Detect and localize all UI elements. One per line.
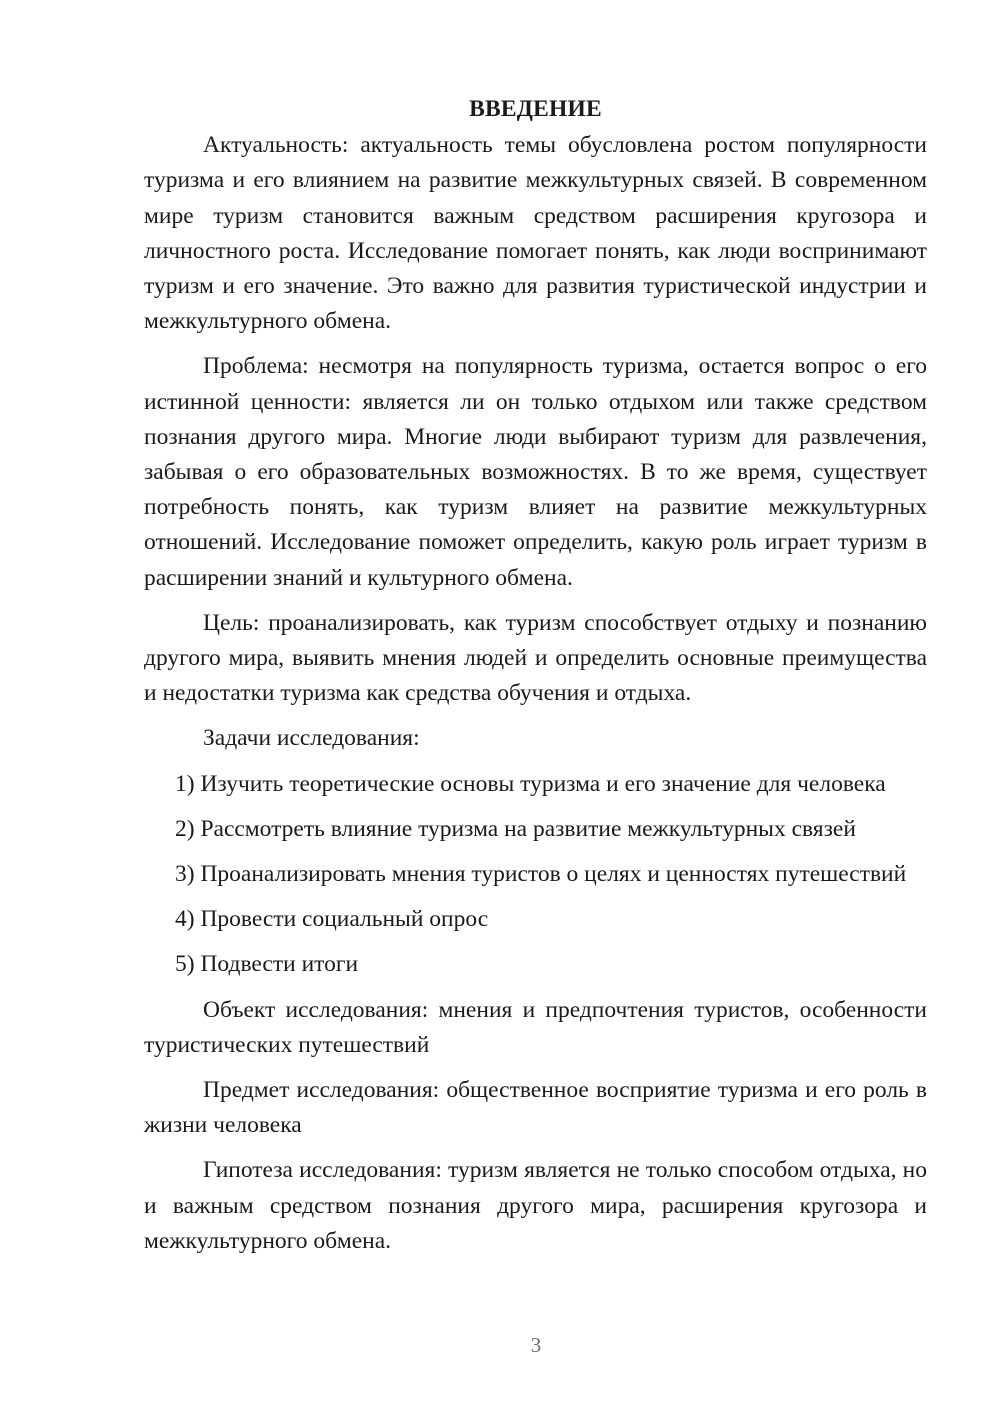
page-number: 3 [530,1333,542,1357]
tasks-heading: Задачи исследования: [203,725,420,752]
document-title: ВВЕДЕНИЕ [469,96,602,122]
task-item-5: 5) Подвести итоги [175,951,359,978]
hypothesis-paragraph: Гипотеза исследования: туризм является не только способом отдыха, но и важным средством познания другого мира, расширения кругозора и межкультурного обмена. [144,1157,927,1254]
task-item-1: 1) Изучить теоретические основы туризма и его значение для человека [175,770,886,797]
task-item-3: 3) Проанализировать мнения туристов о целях и ценностях путешествий [175,861,907,888]
task-item-2: 2) Рассмотреть влияние туризма на развитие межкультурных связей [175,815,856,842]
goal-paragraph: Цель: проанализировать, как туризм способствует отдыху и познанию другого мира, выявить мнения людей и определить основные преимущества и недостатки туризма как средства обучения и отдыха. [144,609,927,707]
document-page [144,92,927,1269]
subject-paragraph: Предмет исследования: общественное восприятие туризма и его роль в жизни человека [144,1077,927,1139]
problem-paragraph: Проблема: несмотря на популярность туризма, остается вопрос о его истинной ценности: является ли он только отдыхом или также средством познания другого мира. Многие люди выбирают туризм для развлечения, забывая о его образовательных возможностях. В то же время, существует потребность понять, как туризм влияет на развитие межкультурных отношений. Исследование поможет определить, какую роль играет туризм в расширении знаний и культурного обмена. [144,353,927,591]
relevance-paragraph: Актуальность: актуальность темы обусловлена ростом популярности туризма и его влиянием на развитие межкультурных связей. В современном мире туризм становится важным средством расширения кругозора и личностного роста. Исследование помогает понять, как люди воспринимают туризм и его значение. Это важно для развития туристической индустрии и межкультурного обмена. [144,132,927,335]
task-item-4: 4) Провести социальный опрос [175,906,489,933]
object-paragraph: Объект исследования: мнения и предпочтения туристов, особенности туристических путешествий [144,996,927,1058]
